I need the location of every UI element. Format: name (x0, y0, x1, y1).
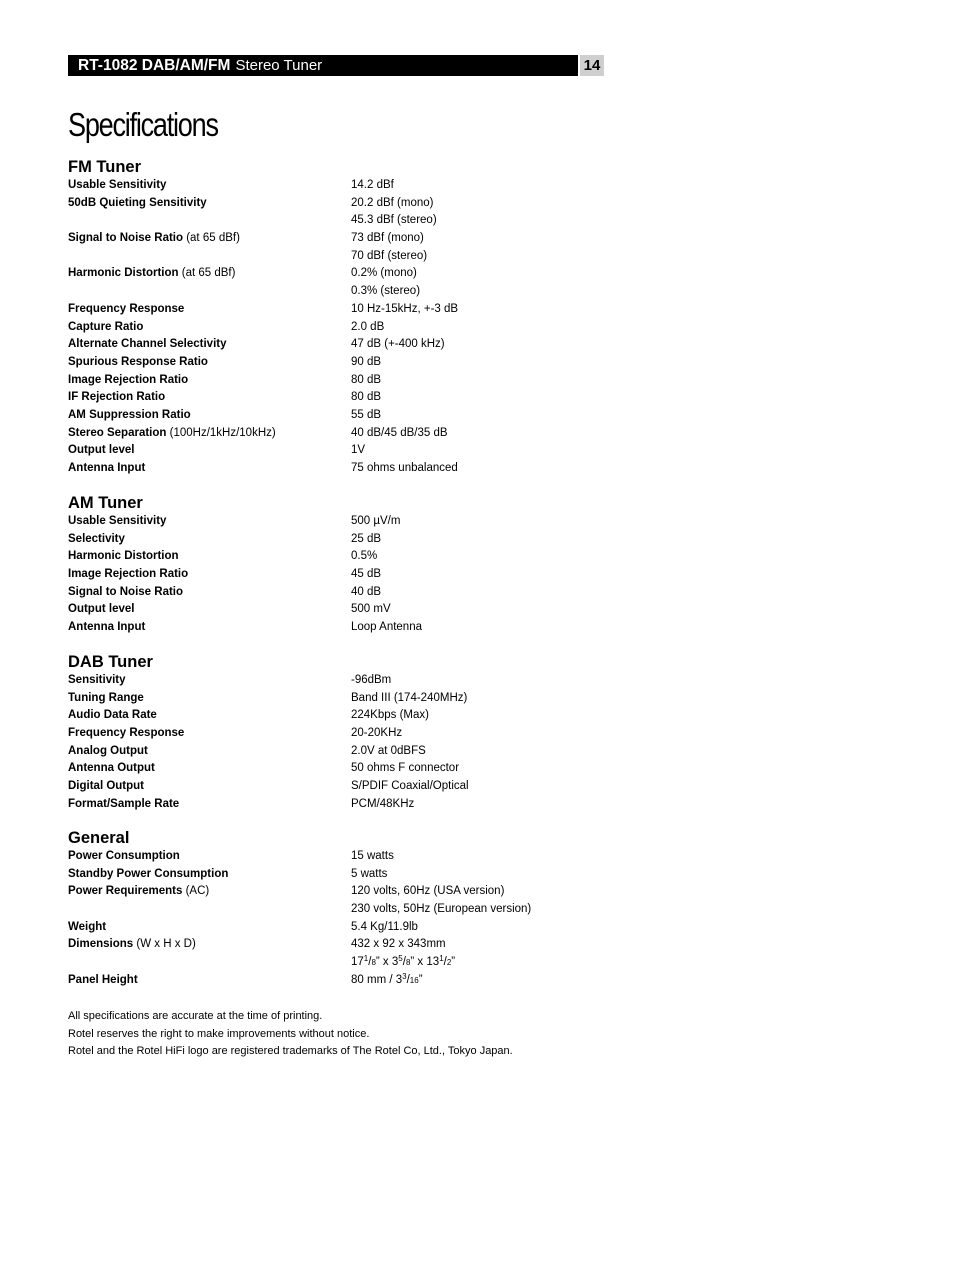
spec-row (68, 460, 628, 478)
spec-value: 70 dBf (stereo) (351, 249, 428, 262)
spec-value: 73 dBf (mono) (351, 232, 424, 245)
spec-label-text: AM Suppression Ratio (68, 408, 191, 421)
spec-row (68, 760, 628, 778)
spec-label-text: Dimensions (68, 938, 134, 951)
spec-label (68, 883, 351, 901)
page-header-bar (68, 55, 578, 76)
spec-value: 0.3% (stereo) (351, 285, 421, 298)
spec-label-text: Harmonic Distortion (68, 550, 179, 563)
spec-label (68, 690, 351, 708)
spec-row (68, 866, 628, 884)
spec-label-qualifier: (AC) (182, 885, 210, 898)
spec-label-text: Power Requirements (68, 885, 183, 898)
spec-row (68, 796, 628, 814)
spec-value: 15 watts (351, 850, 394, 862)
spec-value: 0.2% (mono) (351, 267, 417, 280)
spec-label-text: Spurious Response Ratio (68, 355, 208, 368)
spec-value: 120 volts, 60Hz (USA version) (351, 885, 505, 898)
panel-height-part: 3 (402, 971, 407, 981)
spec-value: 45.3 dBf (stereo) (351, 214, 437, 227)
spec-row (68, 283, 628, 301)
dimension-part: 8 (371, 958, 376, 968)
spec-row (68, 901, 628, 919)
spec-row (68, 601, 628, 619)
spec-label (68, 760, 351, 778)
spec-label (68, 301, 351, 319)
spec-label (68, 707, 351, 725)
fraction-slash: / (402, 956, 406, 969)
spec-label-text: Antenna Output (68, 762, 155, 775)
spec-row (68, 195, 628, 213)
page-number: 14 (580, 55, 604, 76)
spec-label (68, 248, 351, 266)
dimension-part: ” x (375, 956, 392, 969)
spec-label (68, 265, 351, 283)
spec-label-text: Stereo Separation (68, 426, 167, 439)
spec-label-text: Antenna Input (68, 462, 146, 474)
spec-label (68, 177, 351, 195)
spec-label-text: Standby Power Consumption (68, 867, 229, 880)
spec-label (68, 460, 351, 478)
dimension-part: 5 (398, 954, 403, 964)
spec-row (68, 584, 628, 602)
spec-value: -96dBm (351, 674, 392, 686)
am-tuner-section (68, 493, 628, 637)
spec-value: 55 dB (351, 408, 382, 421)
spec-label-text: 50dB Quieting Sensitivity (68, 196, 207, 209)
dimension-part: 8 (405, 958, 411, 968)
spec-label (68, 601, 351, 619)
spec-value (351, 954, 455, 972)
spec-label-text: Panel Height (68, 973, 138, 986)
spec-value: 45 dB (351, 568, 382, 581)
spec-label (68, 796, 351, 814)
spec-value: Band III (174-240MHz) (351, 691, 468, 704)
spec-value: 5.4 Kg/11.9lb (351, 920, 418, 933)
spec-label (68, 919, 351, 937)
panel-height-part: ” (418, 973, 423, 986)
spec-row (68, 336, 628, 354)
spec-value: 2.0 dB (351, 320, 385, 333)
spec-label-text: Output level (68, 444, 135, 457)
spec-label-text: Capture Ratio (68, 320, 144, 333)
spec-label-text: Selectivity (68, 532, 125, 545)
spec-label-text: Sensitivity (68, 674, 126, 686)
section-title: AM Tuner (68, 494, 143, 512)
spec-value: 5 watts (351, 867, 388, 880)
spec-value: 50 ohms F connector (351, 762, 460, 775)
spec-row (68, 407, 628, 425)
spec-row (68, 690, 628, 708)
spec-label-qualifier: (W x H x D) (133, 938, 196, 951)
dimension-part: 3 (391, 956, 399, 969)
spec-label (68, 901, 351, 919)
spec-label (68, 513, 351, 531)
spec-row (68, 778, 628, 796)
fraction-slash: / (443, 956, 447, 969)
spec-label-text: Usable Sensitivity (68, 179, 167, 191)
spec-value: 230 volts, 50Hz (European version) (351, 903, 532, 916)
spec-label (68, 354, 351, 372)
spec-value: 500 mV (351, 603, 391, 616)
spec-row (68, 372, 628, 390)
spec-value: 47 dB (+-400 kHz) (351, 338, 445, 351)
spec-label (68, 230, 351, 248)
spec-row (68, 265, 628, 283)
spec-label (68, 336, 351, 354)
spec-label (68, 566, 351, 584)
spec-row (68, 936, 628, 954)
dimension-part: 17 (351, 956, 364, 969)
spec-row (68, 389, 628, 407)
spec-row (68, 230, 628, 248)
footnote: All specifications are accurate at the time of printing. (68, 1010, 323, 1022)
spec-value: 1V (351, 444, 366, 457)
spec-value: 40 dB/45 dB/35 dB (351, 426, 448, 439)
spec-label-qualifier: (at 65 dBf) (183, 232, 240, 245)
spec-label (68, 531, 351, 549)
spec-label (68, 195, 351, 213)
spec-label (68, 619, 351, 637)
spec-value: Loop Antenna (351, 621, 422, 634)
spec-value: 80 dB (351, 373, 382, 386)
spec-label (68, 389, 351, 407)
spec-row (68, 848, 628, 866)
panel-height-part: 80 mm / (351, 973, 396, 986)
spec-label (68, 743, 351, 761)
header-model: RT-1082 DAB/AM/FM (78, 56, 231, 74)
dimension-part: 1 (439, 954, 444, 964)
spec-label-text: Signal to Noise Ratio (68, 585, 184, 598)
spec-label (68, 425, 351, 443)
spec-label (68, 778, 351, 796)
spec-value: 90 dB (351, 355, 382, 368)
footnotes (68, 1008, 513, 1061)
spec-label-text: Frequency Response (68, 302, 185, 315)
page-title: Specifications (68, 106, 218, 143)
spec-label (68, 972, 351, 990)
spec-label (68, 584, 351, 602)
spec-label (68, 319, 351, 337)
spec-label (68, 283, 351, 301)
spec-label (68, 407, 351, 425)
spec-label-text: Power Consumption (68, 850, 180, 862)
section-title: General (68, 829, 130, 847)
spec-list (68, 177, 628, 478)
spec-value: 500 µV/m (351, 515, 401, 527)
spec-row (68, 919, 628, 937)
spec-label-qualifier: (at 65 dBf) (178, 267, 236, 280)
spec-label-qualifier: (100Hz/1kHz/10kHz) (166, 426, 276, 439)
spec-value: 2.0V at 0dBFS (351, 744, 426, 757)
spec-label (68, 672, 351, 690)
spec-value: 80 dB (351, 391, 382, 404)
footnote: Rotel reserves the right to make improvements without notice. (68, 1027, 370, 1040)
dimension-part: 13 (426, 956, 440, 969)
spec-list (68, 848, 628, 990)
spec-row (68, 248, 628, 266)
spec-label-text: Output level (68, 603, 135, 616)
dimension-part: 1 (363, 954, 369, 964)
spec-label (68, 372, 351, 390)
spec-label (68, 866, 351, 884)
spec-value: 20.2 dBf (mono) (351, 196, 434, 209)
section-title: FM Tuner (68, 158, 142, 176)
spec-label-text: Analog Output (68, 744, 148, 757)
spec-label (68, 954, 351, 972)
spec-label-text: Weight (68, 920, 107, 933)
spec-value: 40 dB (351, 585, 382, 598)
spec-value (351, 972, 423, 990)
spec-row (68, 177, 628, 195)
dimension-part: ” x (410, 956, 427, 969)
spec-row (68, 425, 628, 443)
spec-row (68, 743, 628, 761)
spec-label-text: IF Rejection Ratio (68, 391, 166, 404)
spec-value: 10 Hz-15kHz, +-3 dB (351, 302, 459, 315)
spec-value: 75 ohms unbalanced (351, 462, 458, 474)
spec-value: S/PDIF Coaxial/Optical (351, 780, 469, 793)
panel-height-part: 3 (395, 973, 403, 986)
spec-label (68, 936, 351, 954)
spec-row (68, 954, 628, 972)
spec-row (68, 212, 628, 230)
spec-value: PCM/48KHz (351, 797, 415, 810)
spec-label-text: Image Rejection Ratio (68, 373, 189, 386)
spec-row (68, 566, 628, 584)
spec-label (68, 725, 351, 743)
spec-value: 20-20KHz (351, 727, 403, 740)
spec-value: 224Kbps (Max) (351, 709, 429, 722)
dimension-part: 2 (446, 958, 452, 968)
spec-label-text: Digital Output (68, 780, 145, 793)
spec-label (68, 212, 351, 230)
header-product: Stereo Tuner (235, 57, 323, 74)
spec-label (68, 848, 351, 866)
spec-label-text: Audio Data Rate (68, 709, 157, 722)
spec-value: 25 dB (351, 532, 382, 545)
spec-label-text: Frequency Response (68, 727, 185, 740)
spec-row (68, 531, 628, 549)
spec-row (68, 319, 628, 337)
spec-row (68, 513, 628, 531)
spec-row (68, 619, 628, 637)
spec-row (68, 672, 628, 690)
fm-tuner-section (68, 157, 628, 478)
spec-label-text: Image Rejection Ratio (68, 568, 189, 581)
spec-label (68, 548, 351, 566)
section-title: DAB Tuner (68, 653, 153, 671)
spec-row (68, 707, 628, 725)
footnote: Rotel and the Rotel HiFi logo are registered trademarks of The Rotel Co, Ltd., Tokyo Japan. (68, 1045, 513, 1058)
spec-label-text: Harmonic Distortion (68, 267, 179, 280)
spec-label-text: Usable Sensitivity (68, 515, 167, 527)
spec-label-text: Tuning Range (68, 691, 144, 704)
spec-label-text: Antenna Input (68, 621, 146, 634)
spec-row (68, 354, 628, 372)
dimension-part: ” (451, 956, 456, 969)
spec-row (68, 725, 628, 743)
spec-label (68, 442, 351, 460)
spec-list (68, 513, 628, 637)
spec-list (68, 672, 628, 814)
fraction-slash: / (406, 973, 410, 986)
spec-row (68, 972, 628, 990)
spec-row (68, 548, 628, 566)
spec-value: 14.2 dBf (351, 179, 394, 191)
spec-label-text: Signal to Noise Ratio (68, 232, 184, 245)
panel-height-part: 16 (409, 975, 419, 985)
fraction-slash: / (368, 956, 372, 969)
spec-value: 0.5% (351, 550, 378, 563)
spec-row (68, 301, 628, 319)
spec-row (68, 442, 628, 460)
general-section (68, 828, 628, 990)
spec-label-text: Format/Sample Rate (68, 797, 180, 810)
dab-tuner-section (68, 652, 628, 814)
spec-value: 432 x 92 x 343mm (351, 938, 446, 951)
spec-row (68, 883, 628, 901)
spec-label-text: Alternate Channel Selectivity (68, 338, 227, 351)
